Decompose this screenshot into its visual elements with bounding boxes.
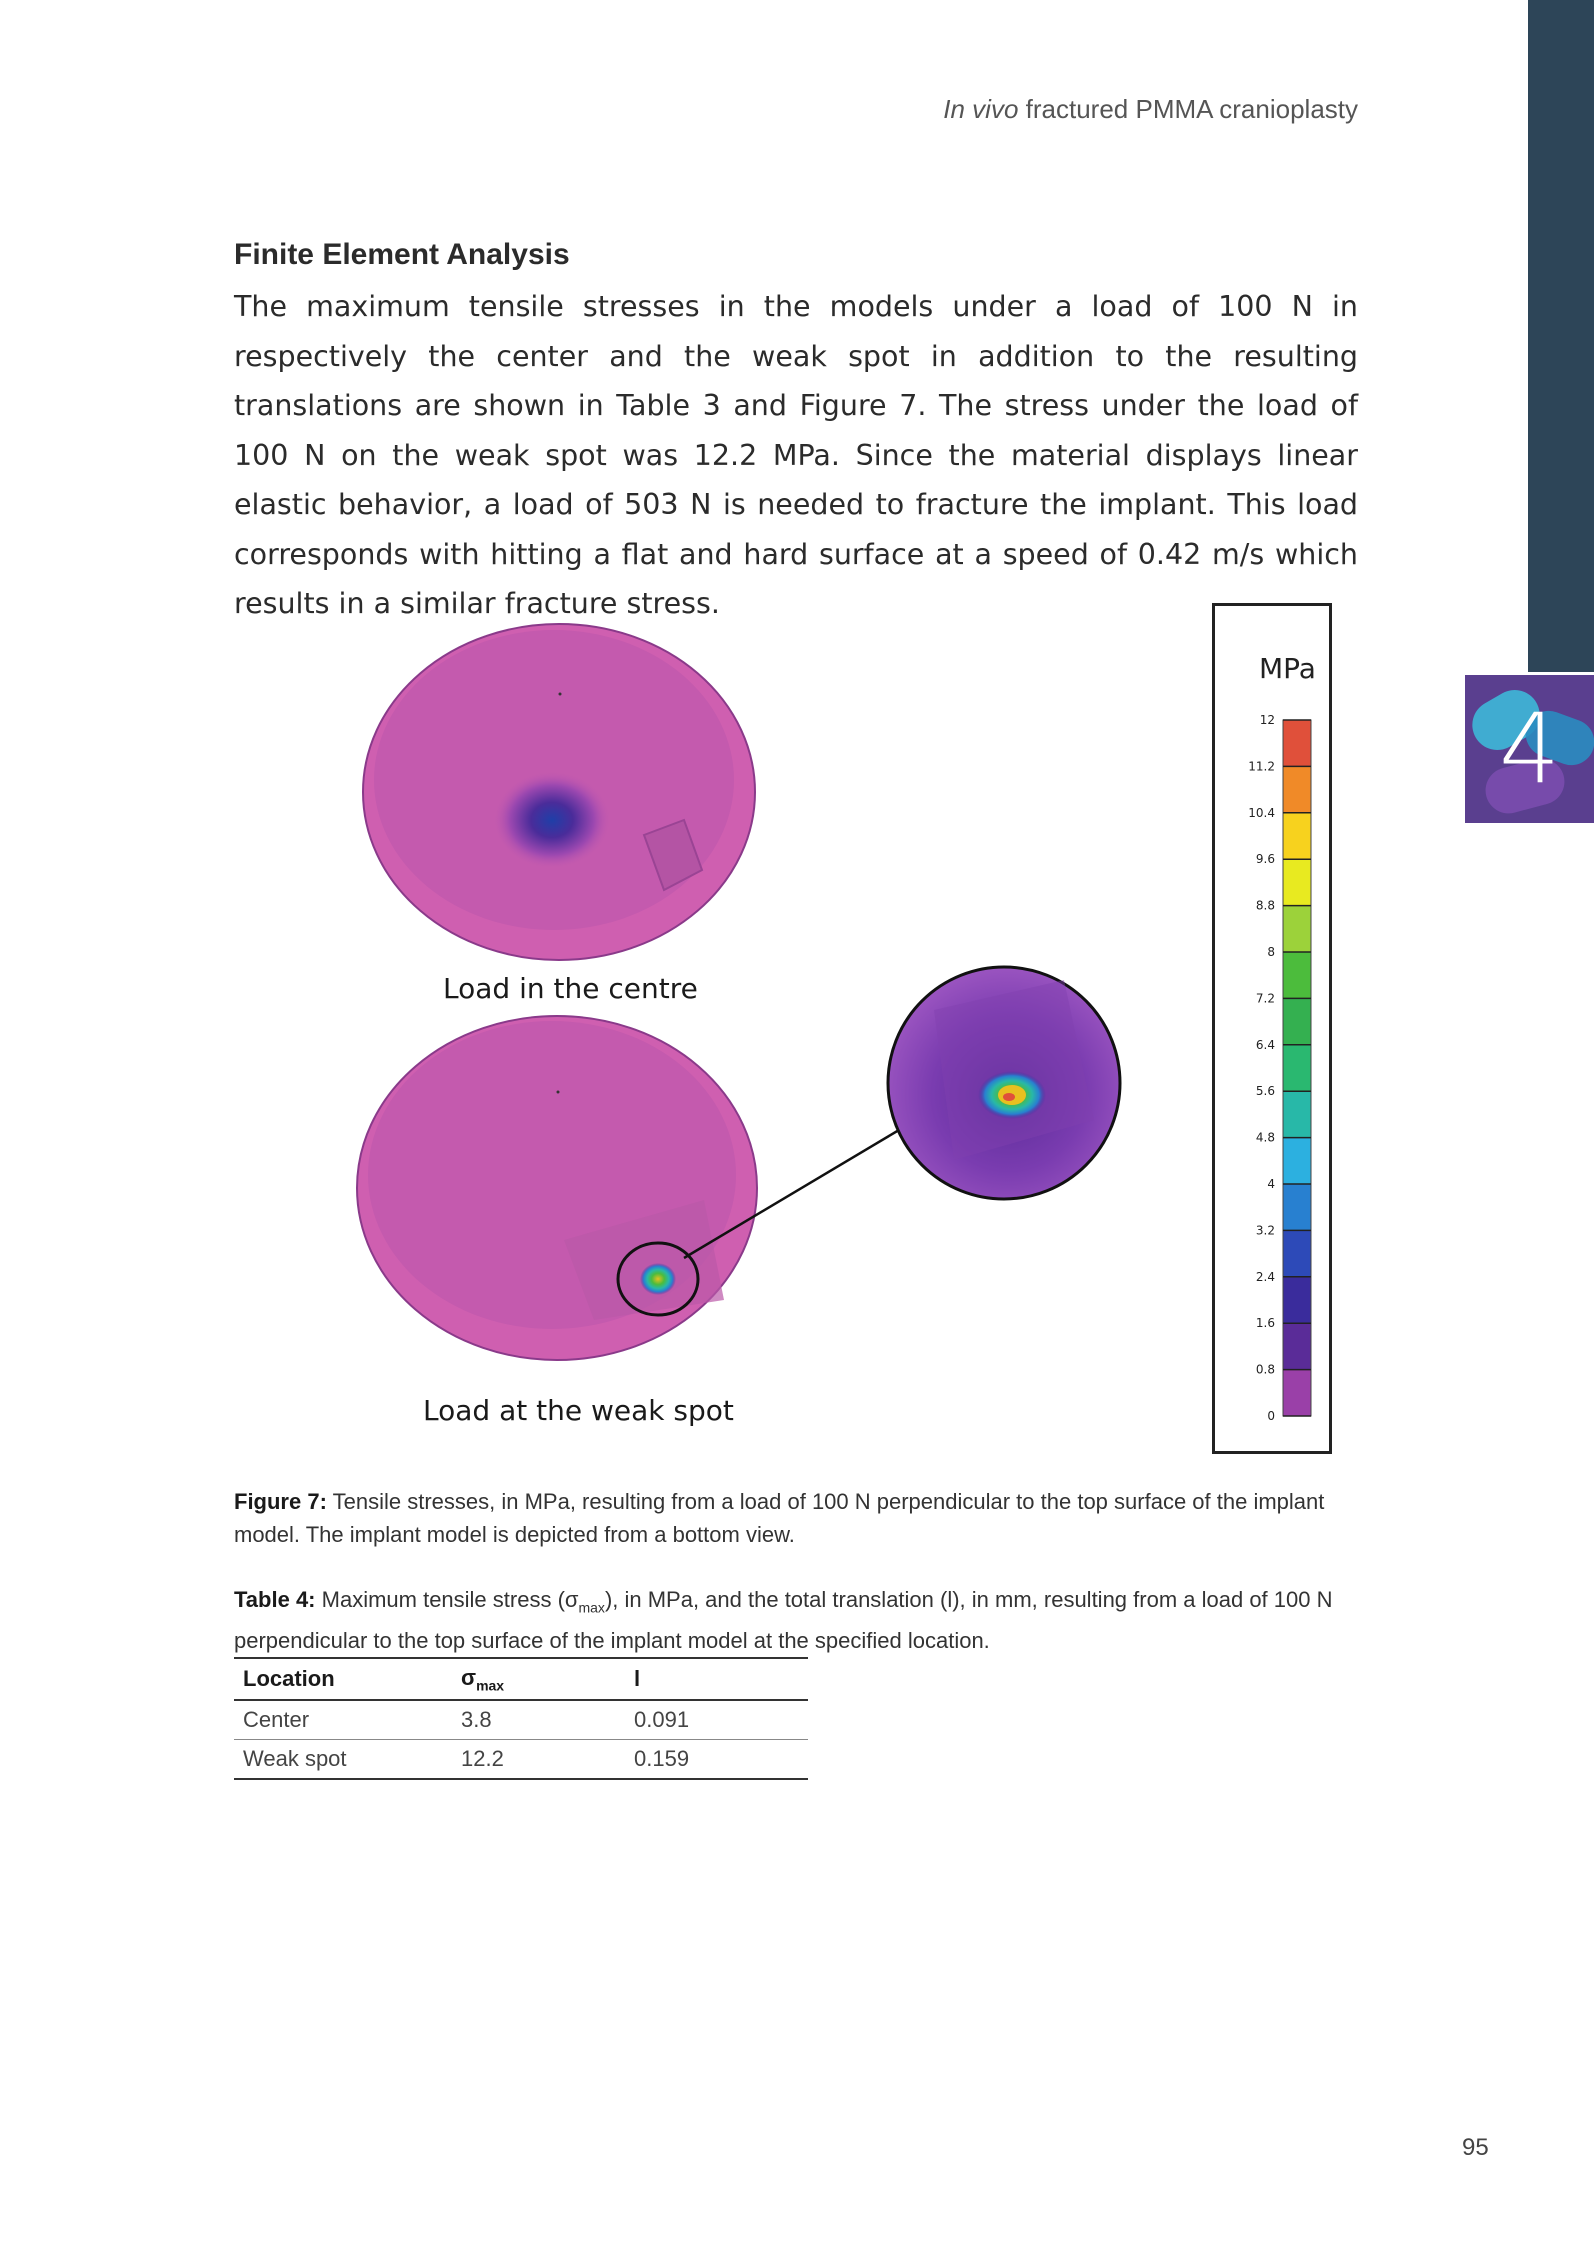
- figure-caption: [234, 1485, 1358, 1551]
- body-paragraph: The maximum tensile stresses in the models under a load of 100 N in respectively the center and the weak spot in addition to the resulting translations are shown in Table 3 and Figure 7. The stress under the load of 100 N on the weak spot was 12.2 MPa. Since the material displays linear elastic behavior, a load of 503 N is needed to fracture the implant. This load corresponds with hitting a flat and hard surface at a speed of 0.42 m/s which results in a similar fracture stress.: [234, 290, 1358, 620]
- chapter-tab: [1465, 675, 1594, 823]
- table-caption: [234, 1583, 1358, 1657]
- implant-weak-spot-load: [357, 1016, 899, 1360]
- colorbar-scale: [1215, 606, 1329, 1451]
- table-header-row: [234, 1658, 808, 1700]
- running-head: [943, 94, 1358, 125]
- cell-translation: 0.091: [625, 1700, 808, 1740]
- colorbar-segment: [1283, 906, 1311, 953]
- page-number: 95: [1462, 2134, 1489, 2161]
- colorbar-segment: [1283, 1045, 1311, 1092]
- running-head-italic: In vivo: [943, 94, 1019, 124]
- colorbar-tick-label: 3.2: [1255, 1223, 1275, 1238]
- colorbar-tick-label: 4: [1267, 1177, 1275, 1191]
- colorbar-segment: [1283, 1370, 1311, 1417]
- table-caption-pre: Maximum tensile stress (σ: [315, 1587, 579, 1612]
- colorbar-segment: [1283, 813, 1311, 860]
- colorbar-segment: [1283, 859, 1311, 906]
- colorbar-tick-label: 7.2: [1255, 991, 1275, 1006]
- figure-label-centre: Load in the centre: [443, 972, 698, 1005]
- figure-label-weak-spot: Load at the weak spot: [423, 1394, 734, 1427]
- colorbar-segment: [1283, 720, 1311, 767]
- table-row: [234, 1700, 808, 1740]
- colorbar-tick-label: 5.6: [1255, 1084, 1275, 1099]
- running-head-rest: fractured PMMA cranioplasty: [1018, 94, 1358, 124]
- colorbar-tick-label: 6.4: [1255, 1037, 1275, 1052]
- colorbar-segment: [1283, 1277, 1311, 1324]
- colorbar-segment: [1283, 1323, 1311, 1370]
- colorbar-tick-label: 10.4: [1248, 805, 1275, 820]
- colorbar-tick-label: 2.4: [1255, 1269, 1275, 1284]
- figure-caption-text: Tensile stresses, in MPa, resulting from a load of 100 N perpendicular to the top surface of the implant model. The implant model is depicted from a bottom view.: [234, 1489, 1325, 1547]
- table-caption-label: Table 4:: [234, 1587, 316, 1612]
- table-caption-post: ), in MPa, and the total translation (l), in mm, resulting from a load of 100 N perpendicular to the top surface of the implant model at the specified location.: [234, 1587, 1333, 1654]
- colorbar-tick-label: 12: [1259, 713, 1275, 727]
- zoom-inset: [888, 967, 1120, 1199]
- header-sigma-sub: max: [476, 1677, 505, 1694]
- colorbar-tick-label: 4.8: [1255, 1130, 1275, 1145]
- colorbar-segment: [1283, 766, 1311, 813]
- colorbar-tick-label: 8.8: [1255, 898, 1275, 913]
- cell-location: Center: [234, 1700, 452, 1740]
- colorbar-segment: [1283, 1184, 1311, 1231]
- colorbar-segment: [1283, 998, 1311, 1045]
- colorbar-segment: [1283, 952, 1311, 999]
- cell-location: Weak spot: [234, 1740, 452, 1780]
- implant-center-load: [363, 624, 755, 960]
- colorbar-legend: [1212, 603, 1332, 1454]
- colorbar-segment: [1283, 1091, 1311, 1138]
- table-row: [234, 1740, 808, 1780]
- colorbar-segment: [1283, 1230, 1311, 1277]
- colorbar-tick-label: 0.8: [1255, 1362, 1275, 1377]
- cell-sigma: 3.8: [452, 1700, 625, 1740]
- colorbar-segment: [1283, 1138, 1311, 1185]
- colorbar-unit: MPa: [1259, 652, 1316, 685]
- results-table: [234, 1657, 808, 1780]
- chapter-number: 4: [1498, 693, 1561, 805]
- colorbar-tick-label: 0: [1267, 1409, 1275, 1423]
- header-sigma-symbol: σ: [461, 1665, 477, 1690]
- chapter-side-bar: [1528, 0, 1594, 672]
- figure-caption-label: Figure 7:: [234, 1489, 327, 1514]
- colorbar-tick-label: 8: [1267, 945, 1275, 959]
- section-title: Finite Element Analysis: [234, 238, 570, 271]
- colorbar-tick-label: 9.6: [1255, 852, 1275, 867]
- header-sigma: [452, 1658, 625, 1700]
- cell-translation: 0.159: [625, 1740, 808, 1780]
- stress-figure: [234, 600, 1358, 1460]
- cell-sigma: 12.2: [452, 1740, 625, 1780]
- header-translation: l: [625, 1658, 808, 1700]
- colorbar-tick-label: 1.6: [1255, 1316, 1275, 1331]
- header-location: Location: [234, 1658, 452, 1700]
- table-caption-sub: max: [578, 1599, 605, 1616]
- colorbar-tick-label: 11.2: [1248, 759, 1275, 774]
